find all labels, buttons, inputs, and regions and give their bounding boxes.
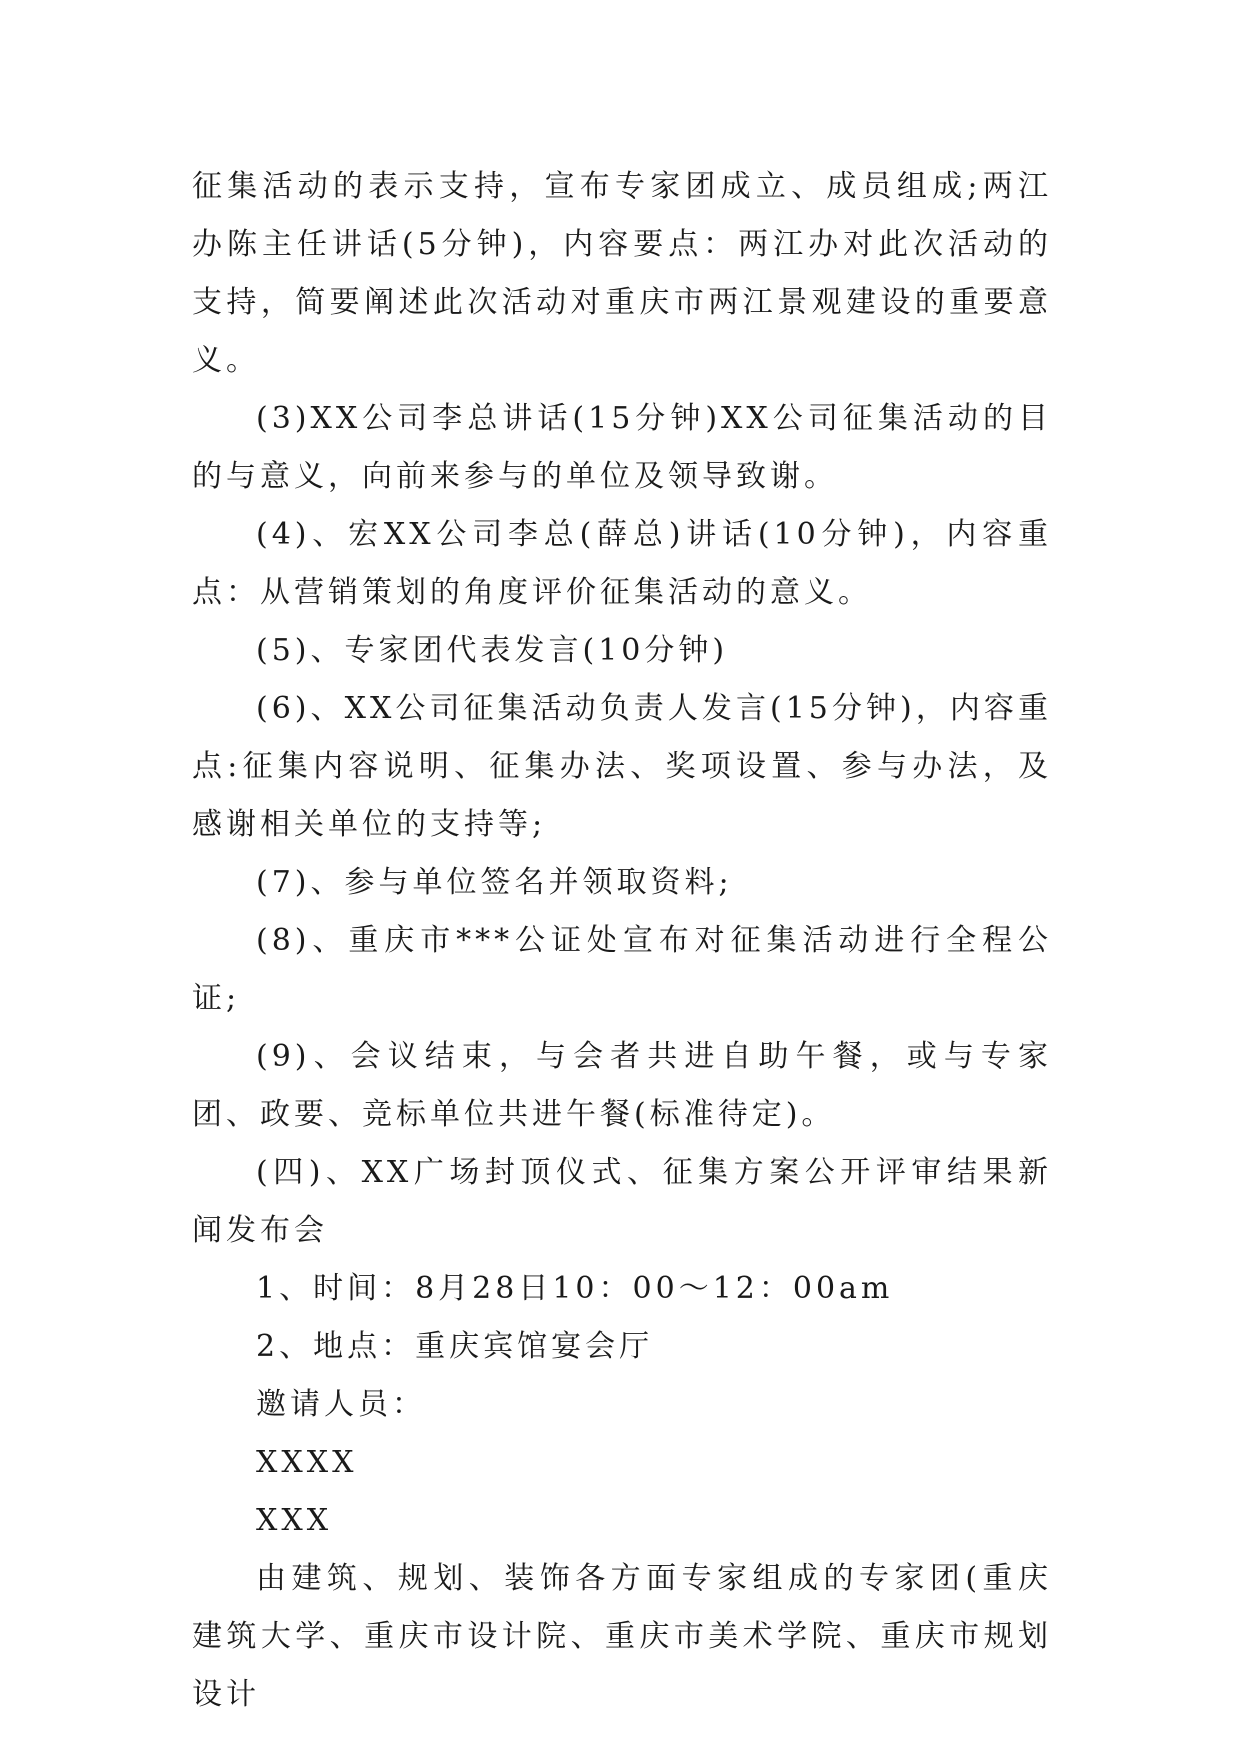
invitee-2: XXX [256, 1503, 333, 1538]
paragraph-6: (7)、参与单位签名并领取资料; [256, 865, 733, 900]
paragraph-7: (8)、重庆市***公证处宣布对征集活动进行全程公证; [192, 923, 1052, 1016]
paragraph-2: (3)XX公司李总讲话(15分钟)XX公司征集活动的目的与意义，向前来参与的单位及领导致谢。 [192, 401, 1052, 494]
paragraph-4: (5)、专家团代表发言(10分钟) [256, 633, 729, 668]
time-line: 1、时间：8月28日10：00～12：00am [256, 1271, 894, 1306]
section-heading: (四)、XX广场封顶仪式、征集方案公开评审结果新闻发布会 [192, 1155, 1052, 1248]
location-line: 2、地点：重庆宾馆宴会厅 [256, 1329, 654, 1364]
paragraph-expert-team: 由建筑、规划、装饰各方面专家组成的专家团(重庆建筑大学、重庆市设计院、重庆市美术学院、重庆市规划设计 [192, 1561, 1052, 1712]
paragraph-8: (9)、会议结束，与会者共进自助午餐，或与专家团、政要、竞标单位共进午餐(标准待定)。 [192, 1039, 1052, 1132]
paragraph-5: (6)、XX公司征集活动负责人发言(15分钟)，内容重点:征集内容说明、征集办法、奖项设置、参与办法，及感谢相关单位的支持等; [192, 691, 1052, 842]
invitees-label: 邀请人员： [256, 1387, 426, 1422]
paragraph-1: 征集活动的表示支持，宣布专家团成立、成员组成;两江办陈主任讲话(5分钟)，内容要点：两江办对此次活动的支持，简要阐述此次活动对重庆市两江景观建设的重要意义。 [192, 169, 1052, 378]
paragraph-3: (4)、宏XX公司李总(薛总)讲话(10分钟)，内容重点：从营销策划的角度评价征集活动的意义。 [192, 517, 1052, 610]
document-body [192, 158, 1052, 1724]
invitee-1: XXXX [256, 1445, 358, 1480]
